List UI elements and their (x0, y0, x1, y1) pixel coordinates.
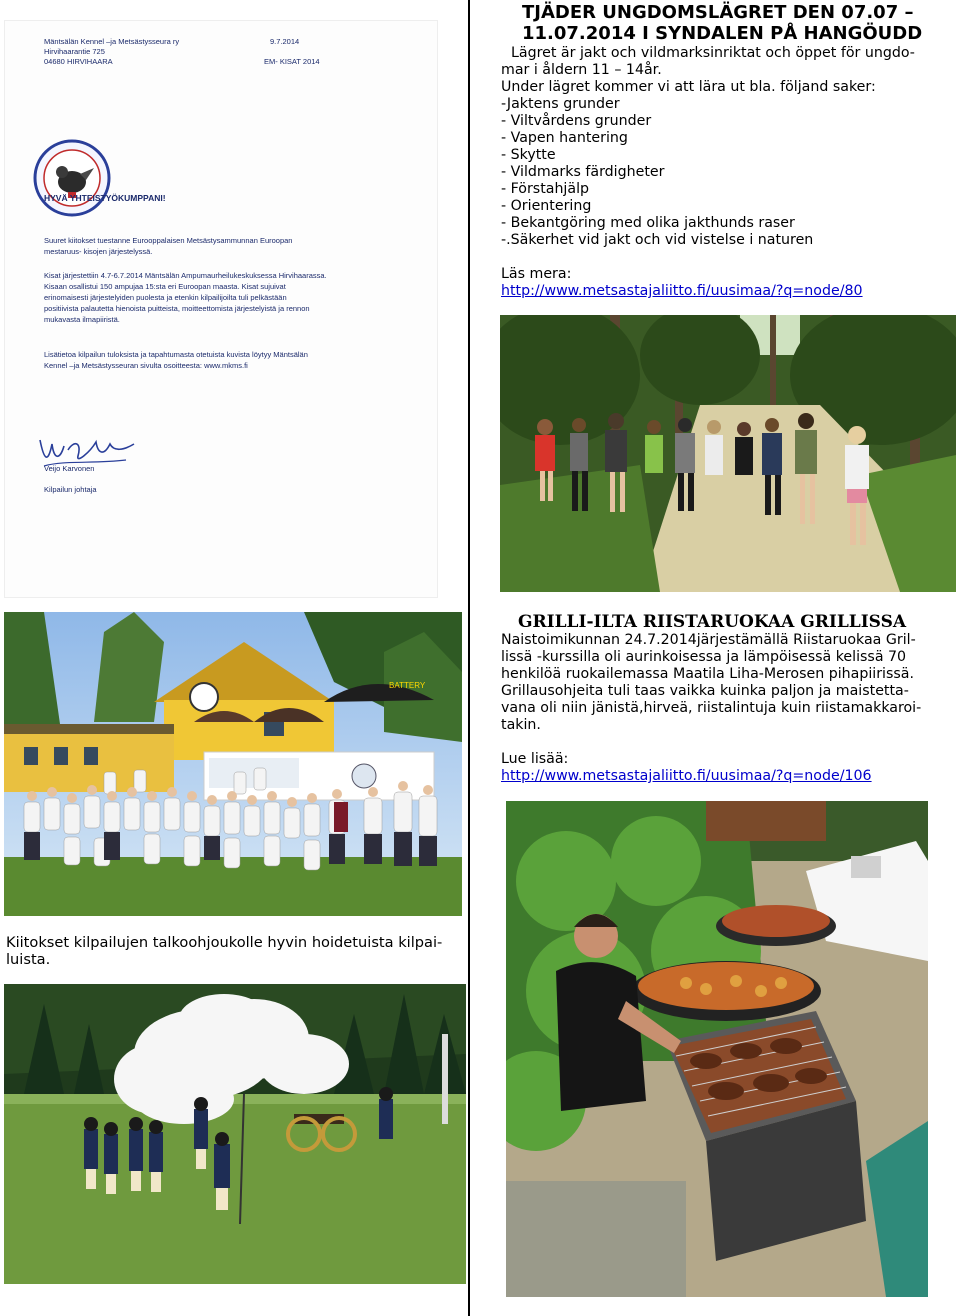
thank-you-letter (4, 20, 438, 598)
letter-ref: EM- KISAT 2014 (264, 57, 320, 66)
swedish-list-item: - Vapen hantering (501, 130, 628, 146)
read-more-label: Läs mera: (501, 266, 572, 282)
letter-paragraph-line: Kennel –ja Metsästysseuran sivulta osoitteesta: www.mkms.fi (44, 361, 248, 370)
letter-paragraph-line: Lisätietoa kilpailun tuloksista ja tapahtumasta otetuista kuvista löytyy Mäntsälän (44, 350, 308, 359)
grill-photo (506, 801, 928, 1297)
letter-paragraph-line: mestaruus- kisojen järjestelyssä. (44, 247, 153, 256)
youth-camp-photo (500, 315, 956, 592)
group-photo (4, 612, 462, 916)
finnish-body-line: henkilöä ruokailemassa Maatila Liha-Merosen pihapiirissä. (501, 666, 914, 682)
swedish-title-line: 11.07.2014 I SYNDALEN PÅ HANGÖUDD (522, 23, 923, 44)
signer-name: Veijo Karvonen (44, 464, 95, 473)
swedish-list-item: - Förstahjälp (501, 181, 590, 197)
finnish-title: GRILLI-ILTA RIISTARUOKAA GRILLISSA (518, 612, 907, 632)
read-more-label: Lue lisää: (501, 751, 569, 767)
swedish-article-link[interactable]: http://www.metsastajaliitto.fi/uusimaa/?q=node/80 (501, 283, 863, 299)
signer-title: Kilpailun johtaja (44, 485, 97, 494)
championship-emblem (32, 138, 112, 218)
finnish-body-line: Grillausohjeita tuli taas vaikka kuinka paljon ja maistetta- (501, 683, 909, 699)
caption-line: Kiitokset kilpailujen talkoohjoukolle hyvin hoidetuista kilpai- (6, 934, 443, 951)
finnish-body-line: lissä -kurssilla oli aurinkoisessa ja lämpöisessä kelissä 70 (501, 649, 907, 665)
swedish-list-item: -Jaktens grunder (501, 96, 620, 112)
finnish-body-line: Naistoimikunnan 24.7.2014järjestämällä Riistaruokaa Gril- (501, 632, 916, 648)
letter-paragraph-line: Suuret kiitokset tuestanne Eurooppalaisen Metsästysammunnan Euroopan (44, 236, 293, 245)
swedish-list-item: - Viltvårdens grunder (501, 113, 652, 129)
letter-paragraph-line: erinomaisesti järjestelyiden puolesta ja etenkin kilpailijoilta tuli pelkästään (44, 293, 287, 302)
letter-greeting: HYVÄ YHTEISTYÖKUMPPANI! (44, 193, 166, 203)
swedish-list-item: -.Säkerhet vid jakt och vid vistelse i naturen (501, 232, 814, 248)
letter-sender-line: Mäntsälän Kennel –ja Metsästysseura ry (44, 37, 180, 46)
letter-paragraph-line: positiivista palautetta hienoista puitteista, moitteettomista järjestelyistä ja rennon (44, 304, 310, 313)
cannon-salute-photo (4, 984, 466, 1284)
swedish-intro-line: Lägret är jakt och vildmarksinriktat och öppet för ungdo- (511, 45, 915, 61)
swedish-list-item: - Vildmarks färdigheter (501, 164, 665, 180)
letter-sender-line: Hirvihaarantie 725 (44, 47, 105, 56)
letter-paragraph-line: Kisat järjestettiin 4.7-6.7.2014 Mäntsälän Ampumaurheilukeskuksessa Hirvihaarassa. (44, 271, 327, 280)
swedish-intro-line: mar i åldern 11 – 14år. (501, 62, 662, 78)
finnish-body-line: vana oli niin jänistä,hirveä, riistalintuja kuin riistamakkaroi- (501, 700, 922, 716)
swedish-list-item: - Bekantgöring med olika jakthunds raser (501, 215, 795, 231)
letter-date: 9.7.2014 (270, 37, 300, 46)
letter-paragraph-line: Kisaan osallistui 150 ampujaa 15:sta eri Euroopan maasta. Kisat sujuivat (44, 282, 286, 291)
column-divider (468, 0, 470, 1316)
swedish-list-item: - Skytte (501, 147, 556, 163)
letter-sender-line: 04680 HIRVIHAARA (44, 57, 113, 66)
swedish-intro-line: Under lägret kommer vi att lära ut bla. följand saker: (501, 79, 876, 95)
letter-paragraph-line: mukavasta ilmapiiristä. (44, 315, 120, 324)
finnish-article-link[interactable]: http://www.metsastajaliitto.fi/uusimaa/?q=node/106 (501, 768, 872, 784)
caption-line: luista. (6, 951, 51, 968)
swedish-title-line: TJÄDER UNGDOMSLÄGRET DEN 07.07 – (522, 2, 914, 23)
battery-banner: BATTERY (389, 681, 426, 690)
swedish-list-item: - Orientering (501, 198, 592, 214)
finnish-body-line: takin. (501, 717, 541, 733)
